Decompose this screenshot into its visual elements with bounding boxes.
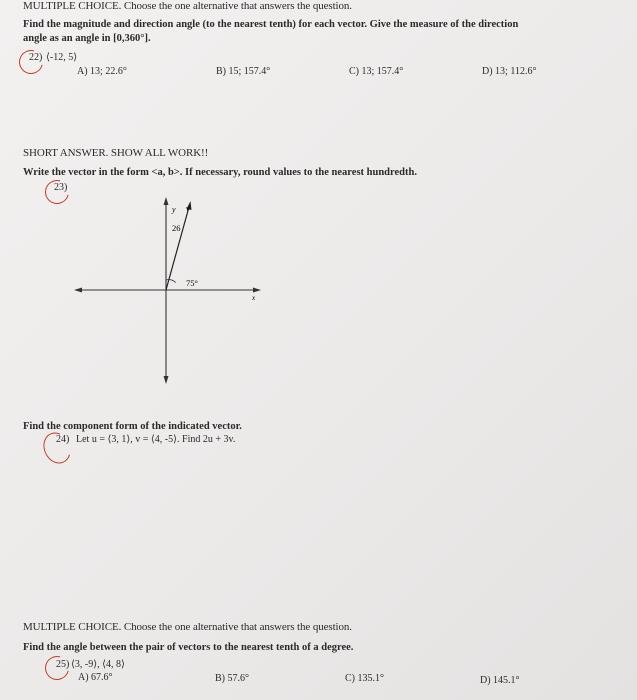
x-axis-arrow-right	[253, 288, 261, 293]
q22-option-d[interactable]: D) 13; 112.6°	[482, 66, 537, 77]
q23-number: 23)	[54, 182, 68, 193]
angle-label: 75°	[186, 278, 198, 288]
section3-instruction: Find the component form of the indicated vector.	[23, 421, 242, 432]
vector-label: v	[186, 204, 190, 213]
section2-header: SHORT ANSWER. SHOW ALL WORK!!	[23, 147, 209, 159]
q24-number: 24)	[56, 434, 70, 445]
q22-option-c[interactable]: C) 13; 157.4°	[349, 66, 404, 77]
magnitude-label: 26	[172, 223, 181, 233]
q25-option-c[interactable]: C) 135.1°	[345, 673, 384, 684]
section1-instruction-line2: angle as an angle in [0,360°].	[23, 33, 151, 44]
q25-prompt: ⟨3, -9⟩, ⟨4, 8⟩	[71, 659, 125, 670]
y-axis-arrow-down	[164, 376, 169, 384]
q22-option-a[interactable]: A) 13; 22.6°	[77, 66, 127, 77]
q22-prompt: ⟨-12, 5⟩	[46, 52, 78, 63]
section1-instruction-line1: Find the magnitude and direction angle (to the nearest tenth) for each vector. Give the measure of the direction	[23, 19, 519, 30]
q25-option-d[interactable]: D) 145.1°	[480, 675, 520, 686]
q25-number: 25)	[56, 659, 70, 670]
section1-header: MULTIPLE CHOICE. Choose the one alternative that answers the question.	[23, 0, 352, 12]
y-axis-arrow-up	[164, 197, 169, 205]
q22-number: 22)	[29, 52, 43, 63]
x-axis-label: x	[252, 294, 256, 302]
q25-option-b[interactable]: B) 57.6°	[215, 673, 249, 684]
section4-header: MULTIPLE CHOICE. Choose the one alternative that answers the question.	[23, 621, 352, 633]
q25-option-a[interactable]: A) 67.6°	[78, 672, 113, 683]
x-axis-arrow-left	[74, 288, 82, 293]
y-axis-label: y	[172, 205, 176, 214]
q24-prompt: Let u = ⟨3, 1⟩, v = ⟨4, -5⟩. Find 2u + 3v.	[76, 434, 236, 445]
q22-option-b[interactable]: B) 15; 157.4°	[216, 66, 271, 77]
section4-instruction: Find the angle between the pair of vectors to the nearest tenth of a degree.	[23, 642, 354, 653]
section2-instruction: Write the vector in the form <a, b>. If necessary, round values to the nearest hundredth.	[23, 167, 417, 178]
angle-arc	[166, 280, 176, 283]
